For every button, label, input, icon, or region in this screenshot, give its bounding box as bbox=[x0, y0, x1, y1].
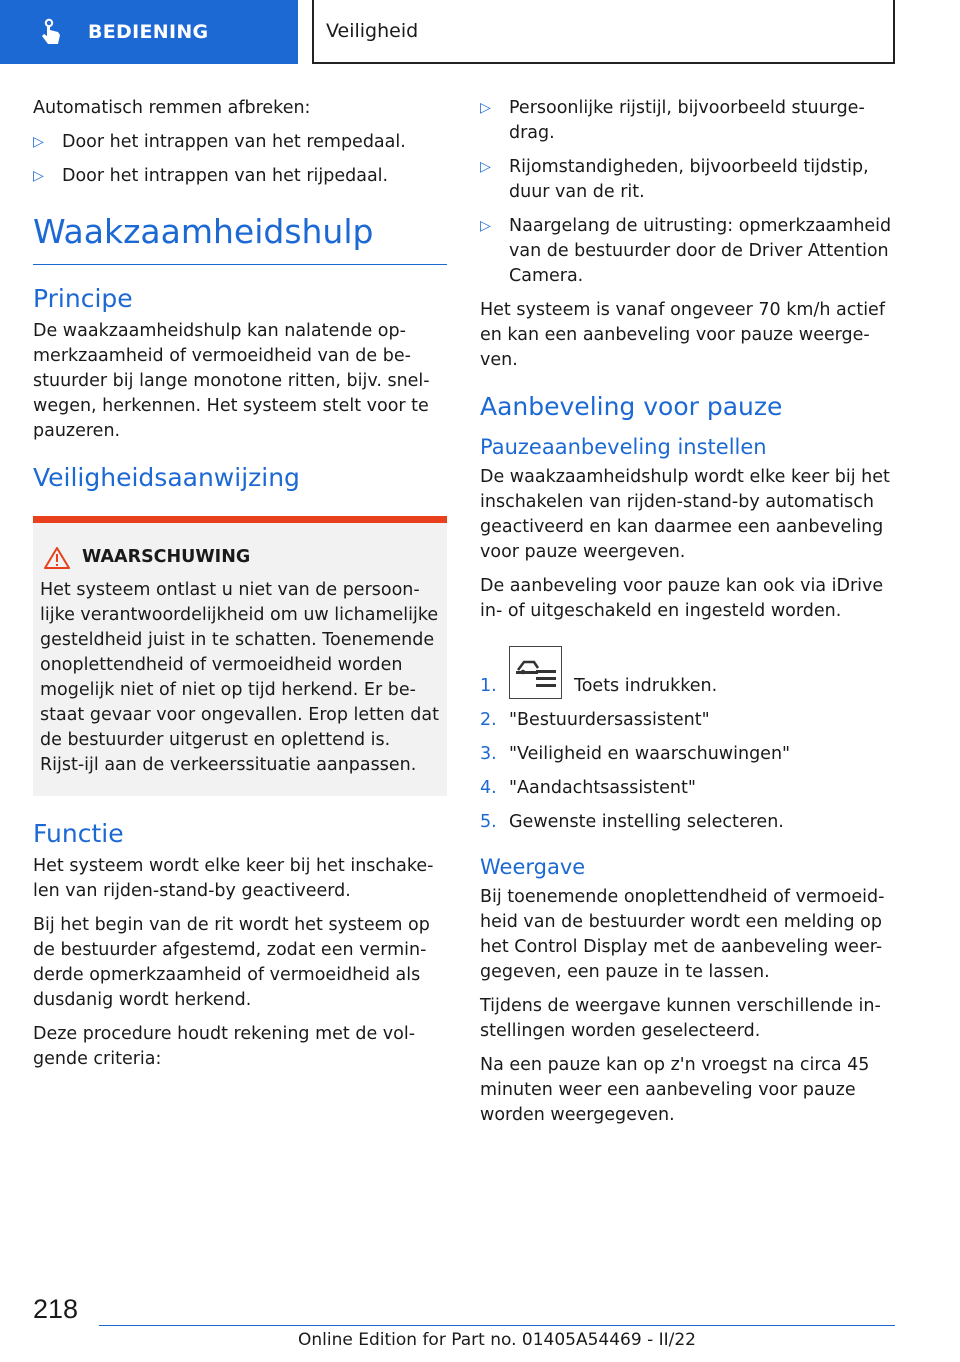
step-item: 2. "Bestuurdersassistent" bbox=[480, 710, 710, 730]
page-number: 218 bbox=[33, 1294, 79, 1324]
list-item: ▷ Door het intrappen van het rempedaal. bbox=[33, 130, 447, 155]
step-item: 5. Gewenste instelling selecteren. bbox=[480, 812, 784, 832]
pauze-heading: Aanbeveling voor pauze bbox=[480, 392, 783, 421]
touch-hand-icon bbox=[38, 18, 66, 46]
step-item: 4. "Aandachtsassistent" bbox=[480, 778, 696, 798]
active-text: Het systeem is vanaf ongeveer 70 km/h actief en kan een aanbeveling voor pauze weerge-ven. bbox=[480, 300, 885, 370]
list-item: ▷ Naargelang de uitrusting: opmerkzaamheid van de bestuurder door de Driver Attention Camera. bbox=[480, 214, 896, 289]
list-item: ▷ Door het intrappen van het rijpedaal. bbox=[33, 164, 447, 189]
functie-text-2: Bij het begin van de rit wordt het systeem op de bestuurder afgestemd, zodat een vermin-derde opmerkzaamheid of vermoeidheid als dusdanig wordt herkend. bbox=[33, 915, 430, 1010]
section-title: BEDIENING bbox=[88, 21, 209, 43]
weergave-heading: Weergave bbox=[480, 855, 586, 879]
triangle-bullet-icon: ▷ bbox=[33, 134, 44, 150]
triangle-bullet-icon: ▷ bbox=[480, 218, 491, 234]
page-title: Waakzaamheidshulp bbox=[33, 212, 447, 265]
warning-triangle-icon bbox=[44, 547, 70, 569]
triangle-bullet-icon: ▷ bbox=[480, 100, 491, 116]
chapter-title: Veiligheid bbox=[326, 20, 419, 42]
driver-assist-button-icon bbox=[509, 646, 562, 699]
left-column bbox=[33, 96, 447, 1081]
instellen-heading: Pauzeaanbeveling instellen bbox=[480, 435, 767, 459]
weergave-text-3: Na een pauze kan op z'n vroegst na circa 45 minuten weer een aanbeveling voor pauze worden weergegeven. bbox=[480, 1055, 870, 1125]
functie-text-3: Deze procedure houdt rekening met de vol-gende criteria: bbox=[33, 1024, 416, 1069]
section-tab bbox=[0, 0, 298, 64]
right-column bbox=[480, 96, 896, 1137]
triangle-bullet-icon: ▷ bbox=[33, 168, 44, 184]
principe-heading: Principe bbox=[33, 284, 133, 313]
triangle-bullet-icon: ▷ bbox=[480, 159, 491, 175]
functie-heading: Functie bbox=[33, 819, 124, 848]
step-item: 1. Toets indrukken. bbox=[480, 646, 896, 699]
principe-text: De waakzaamheidshulp kan nalatende op-merkzaamheid of vermoeidheid van de be-stuurder bij lange monotone ritten, bijv. snel-wegen, herkennen. Het systeem stelt voor te pauzeren. bbox=[33, 321, 430, 441]
safety-heading: Veiligheidsaanwijzing bbox=[33, 463, 300, 492]
instellen-text-2: De aanbeveling voor pauze kan ook via iDrive in- of uitgeschakeld en ingesteld worden. bbox=[480, 576, 884, 621]
functie-text-1: Het systeem wordt elke keer bij het inschake-len van rijden-stand-by geactiveerd. bbox=[33, 856, 434, 901]
list-item: ▷ Persoonlijke rijstijl, bijvoorbeeld stuurge-drag. bbox=[480, 96, 896, 146]
warning-box bbox=[33, 516, 447, 796]
weergave-text-2: Tijdens de weergave kunnen verschillende in-stellingen worden geselecteerd. bbox=[480, 996, 881, 1041]
intro-text: Automatisch remmen afbreken: bbox=[33, 98, 311, 118]
step-item: 3. "Veiligheid en waarschuwingen" bbox=[480, 744, 791, 764]
weergave-text-1: Bij toenemende onoplettendheid of vermoeid-heid van de bestuurder wordt een melding op het Control Display met de aanbeveling weer-gegeven, een pauze in te lassen. bbox=[480, 887, 885, 982]
footer-edition: Online Edition for Part no. 01405A54469 - II/22 bbox=[99, 1325, 895, 1350]
list-item: ▷ Rijomstandigheden, bijvoorbeeld tijdstip, duur van de rit. bbox=[480, 155, 896, 205]
warning-title: WAARSCHUWING bbox=[40, 545, 439, 570]
chapter-box bbox=[312, 0, 895, 64]
instellen-text-1: De waakzaamheidshulp wordt elke keer bij het inschakelen van rijden-stand-by automatisch geactiveerd en kan daarmee een aanbeveling voor pauze weergeven. bbox=[480, 467, 890, 562]
warning-text: Het systeem ontlast u niet van de persoon-lijke verantwoordelijkheid om uw lichamelijke gesteldheid juist in te schatten. Toenemende onoplettendheid of vermoeidheid worden mogelijk niet of niet op tijd herkend. Er be-staat gevaar voor ongevallen. Erop letten dat de bestuurder uitgerust en oplettend is. Rijst-ijl aan de verkeerssituatie aanpassen. bbox=[40, 580, 439, 775]
